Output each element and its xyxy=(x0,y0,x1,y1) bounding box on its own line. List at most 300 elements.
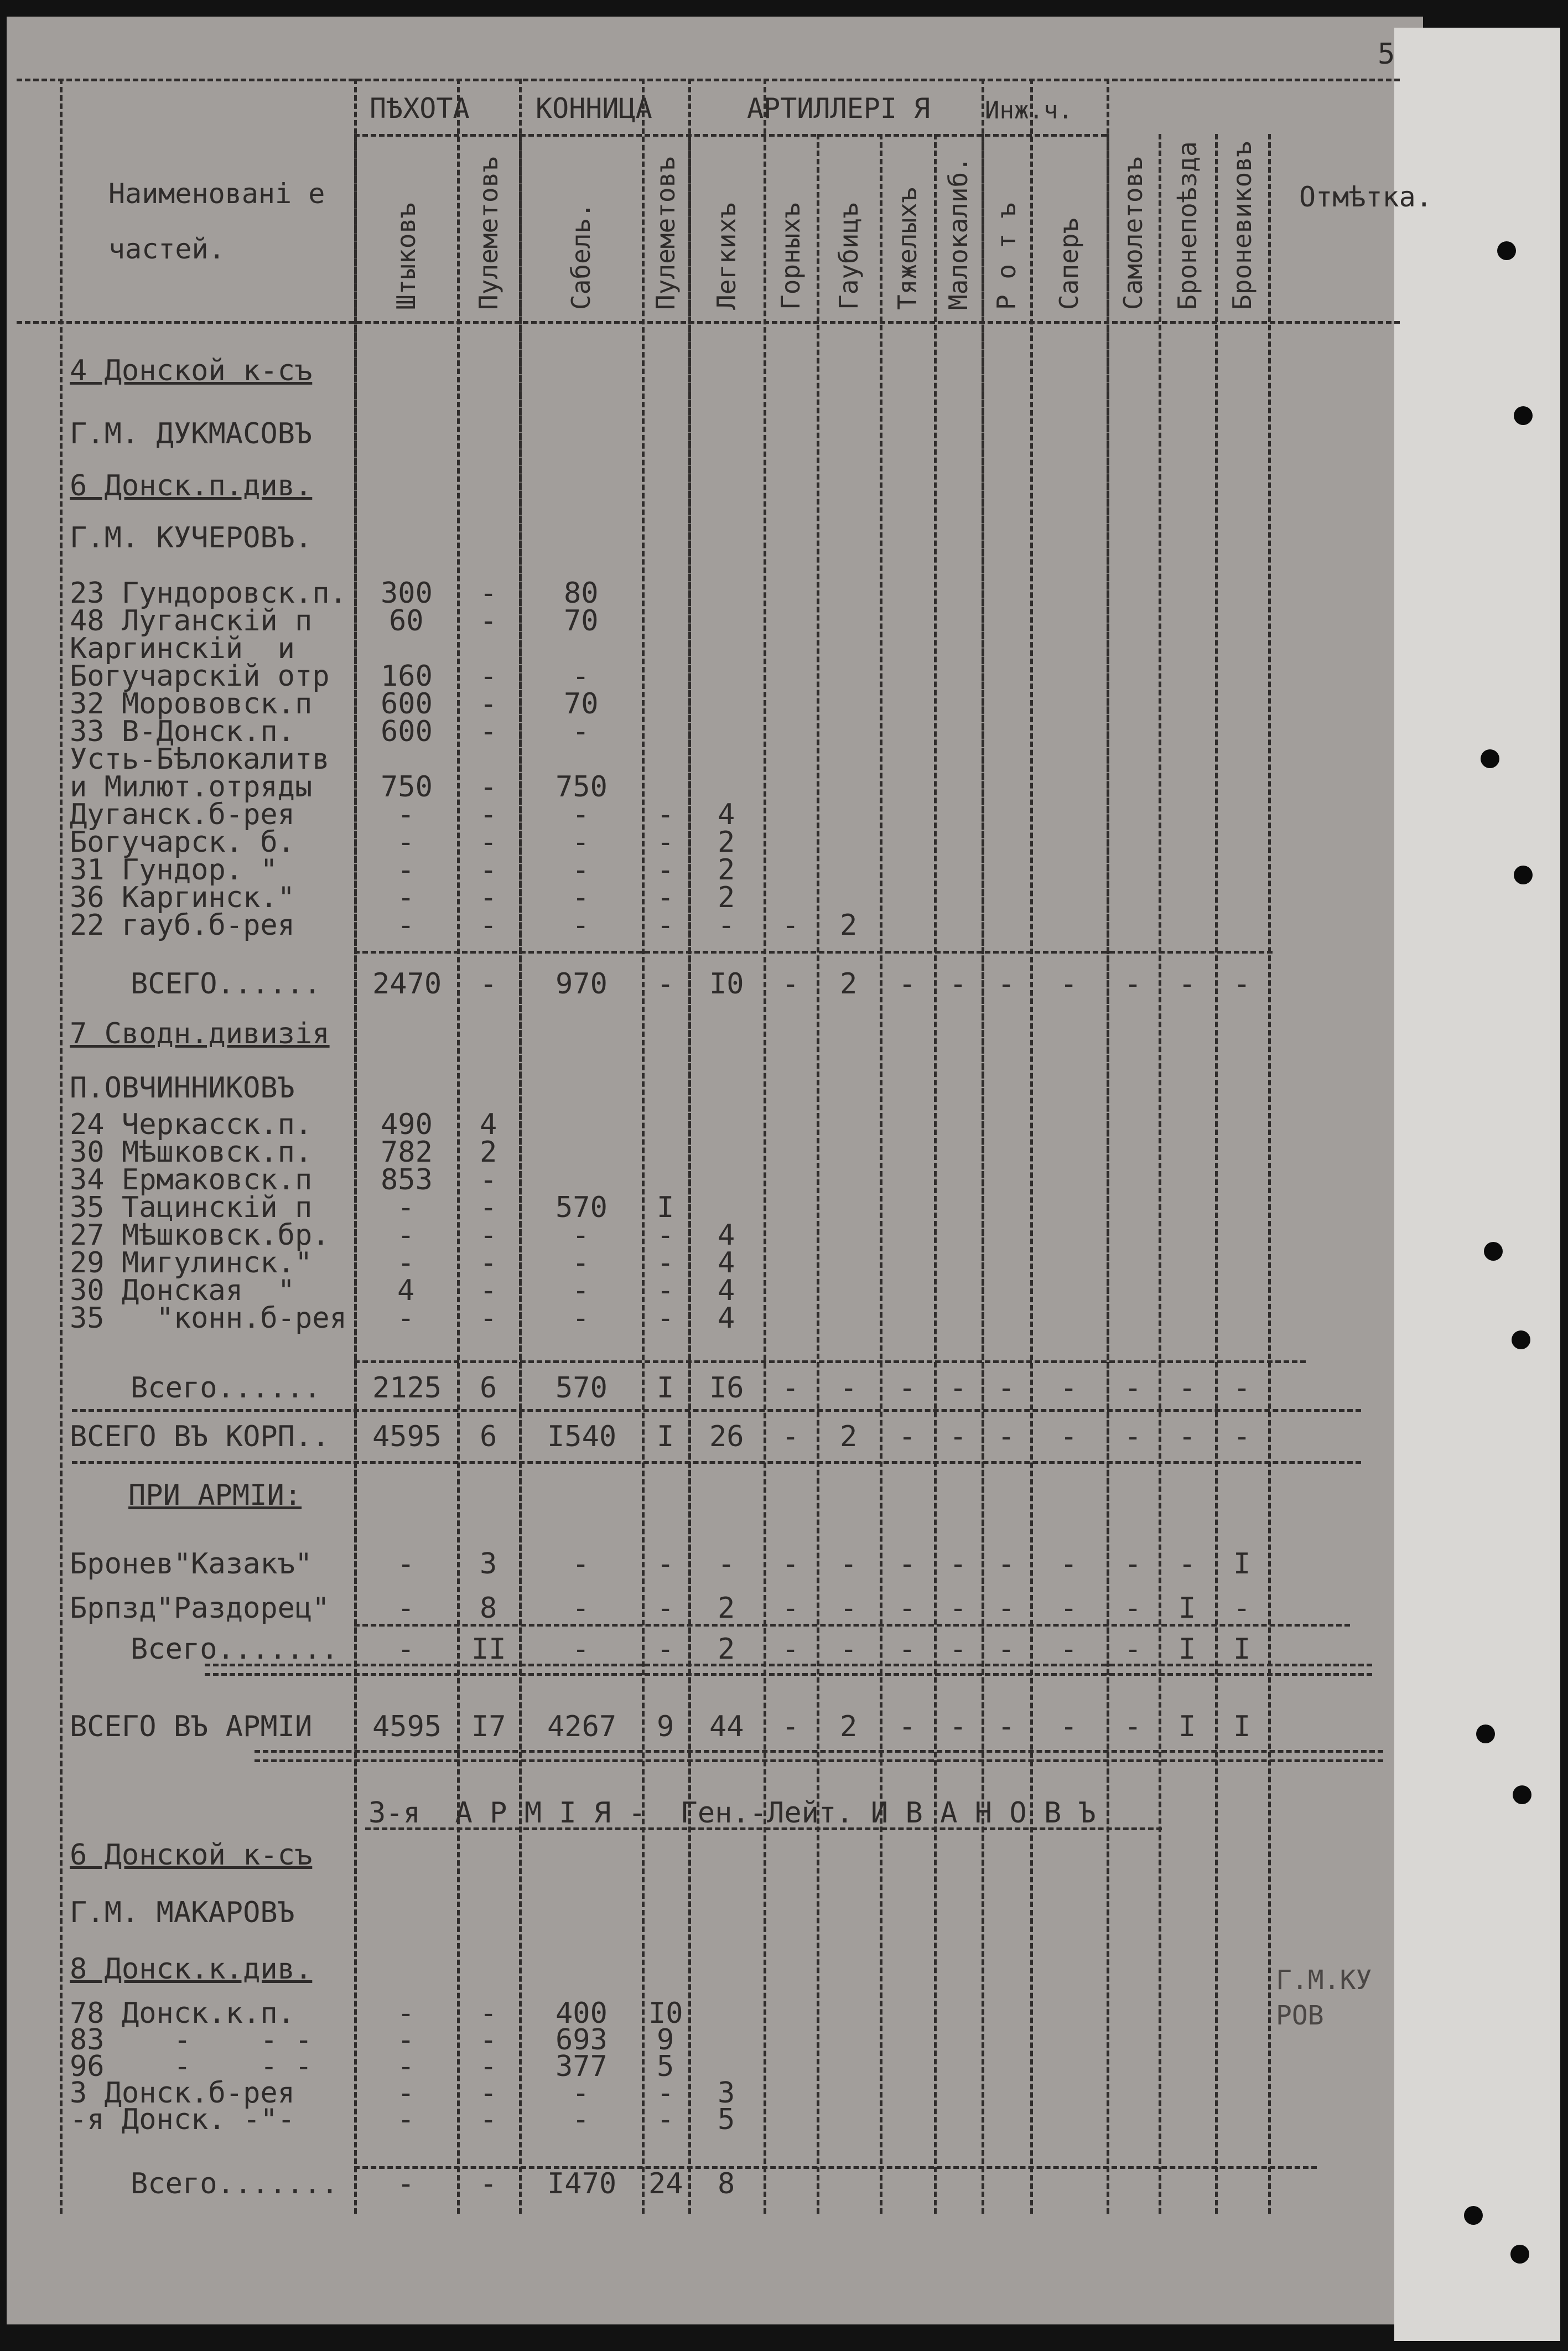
table-cell: I xyxy=(1233,1547,1251,1581)
table-cell: I6 xyxy=(709,1371,744,1405)
table-cell: - xyxy=(718,909,735,942)
table-cell: 600 xyxy=(381,715,433,748)
table-cell: 6 xyxy=(480,1420,497,1453)
column-rule xyxy=(688,79,691,2214)
table-cell: - xyxy=(572,1246,590,1280)
punch-hole xyxy=(1476,1725,1495,1743)
table-cell: 6 xyxy=(480,1371,497,1405)
table-cell: 4 xyxy=(480,1108,497,1141)
table-cell: - xyxy=(480,1246,497,1280)
group-header-engineers: Инж.ч. xyxy=(985,96,1073,125)
table-cell: - xyxy=(572,1302,590,1335)
table-cell: - xyxy=(397,1191,415,1224)
table-cell: - xyxy=(480,1163,497,1197)
table-cell: I xyxy=(657,1420,674,1453)
table-cell: - xyxy=(899,1371,916,1405)
column-header-3: Сабель. xyxy=(566,203,596,310)
table-cell: 9 xyxy=(657,2023,674,2057)
table-cell: - xyxy=(480,1219,497,1252)
column-header-2: Пулеметовъ xyxy=(474,157,503,310)
column-header-12: Самолетовъ xyxy=(1118,157,1148,310)
table-cell: - xyxy=(397,2167,415,2200)
table-cell: - xyxy=(480,2050,497,2083)
table-cell: 570 xyxy=(555,1371,608,1405)
table-cell: I xyxy=(1178,1633,1196,1666)
table-cell: - xyxy=(1233,967,1251,1001)
table-cell: - xyxy=(657,1219,674,1252)
commander-name: П.ОВЧИННИКОВЪ xyxy=(70,1071,295,1105)
table-cell: - xyxy=(397,1633,415,1666)
unit-name: 33 В-Донск.п. xyxy=(70,715,295,748)
commander-name: Г.М. КУЧЕРОВЪ. xyxy=(70,521,313,555)
table-cell: - xyxy=(572,826,590,859)
table-cell: - xyxy=(480,826,497,859)
table-cell: - xyxy=(1060,967,1078,1001)
table-cell: 24 xyxy=(648,2167,683,2200)
table-cell: I xyxy=(1233,1633,1251,1666)
table-cell: - xyxy=(1178,1547,1196,1581)
table-cell: I0 xyxy=(709,967,744,1001)
table-cell: - xyxy=(1060,1547,1078,1581)
unit-name: 83 - - - xyxy=(70,2023,313,2057)
table-cell: - xyxy=(718,1547,735,1581)
table-cell: - xyxy=(899,1710,916,1743)
unit-name: 35 "конн.б-рея xyxy=(70,1302,347,1335)
table-cell: - xyxy=(572,2076,590,2110)
unit-name: -я Донск. -"- xyxy=(70,2103,295,2136)
column-header-14: Броневиковъ xyxy=(1227,141,1257,310)
table-cell: - xyxy=(782,1633,799,1666)
column-rule xyxy=(60,79,63,2214)
unit-name: 96 - - - xyxy=(70,2050,313,2083)
binding-strip xyxy=(1394,28,1560,2341)
total-row-label: ВСЕГО...... xyxy=(131,967,321,1001)
unit-name: 30 Мѣшковск.п. xyxy=(70,1136,313,1169)
table-cell: - xyxy=(782,909,799,942)
table-cell: I xyxy=(1178,1592,1196,1625)
unit-name: 36 Каргинск." xyxy=(70,881,295,914)
commander-name: Г.М. МАКАРОВЪ xyxy=(70,1896,295,1929)
table-cell: 4 xyxy=(718,798,735,831)
table-cell: - xyxy=(899,1592,916,1625)
column-header-9: Малокалиб. xyxy=(943,157,973,310)
table-cell: - xyxy=(998,1633,1015,1666)
table-cell: - xyxy=(397,1246,415,1280)
table-cell: - xyxy=(397,2023,415,2057)
table-cell: 4595 xyxy=(372,1420,442,1453)
column-header-1: Штыковъ xyxy=(391,203,421,310)
table-cell: - xyxy=(572,660,590,693)
table-cell: 693 xyxy=(555,2023,608,2057)
column-header-13: Бронепоѣзда xyxy=(1172,141,1202,310)
table-cell: - xyxy=(657,853,674,887)
column-header-11: Саперъ xyxy=(1054,218,1084,310)
table-cell: - xyxy=(572,881,590,914)
table-cell: - xyxy=(397,826,415,859)
table-cell: - xyxy=(657,881,674,914)
table-cell: - xyxy=(840,1592,858,1625)
table-cell: 2125 xyxy=(372,1371,442,1405)
table-cell: - xyxy=(899,1420,916,1453)
section-title: 8 Донск.к.див. xyxy=(70,1953,313,1986)
table-cell: 600 xyxy=(381,687,433,721)
table-cell: - xyxy=(397,909,415,942)
table-cell: - xyxy=(572,853,590,887)
column-rule xyxy=(982,79,984,2214)
table-cell: I0 xyxy=(648,1997,683,2030)
punch-hole xyxy=(1464,2206,1483,2225)
total-row-label: ВСЕГО ВЪ АРМІИ xyxy=(70,1710,313,1743)
column-header-remark: Отмѣтка. xyxy=(1299,181,1432,213)
table-cell: - xyxy=(480,2167,497,2200)
column-rule xyxy=(642,79,645,2214)
table-cell: 400 xyxy=(555,1997,608,2030)
table-cell: - xyxy=(1124,1592,1142,1625)
table-cell: - xyxy=(480,881,497,914)
column-rule xyxy=(1107,79,1109,2214)
table-cell: II xyxy=(471,1633,506,1666)
table-cell: - xyxy=(782,1592,799,1625)
table-cell: 44 xyxy=(709,1710,744,1743)
table-cell: 377 xyxy=(555,2050,608,2083)
table-cell: 80 xyxy=(564,577,599,610)
punch-hole xyxy=(1484,1242,1503,1261)
column-rule xyxy=(880,134,882,2214)
unit-name: 31 Гундор. " xyxy=(70,853,278,887)
punch-hole xyxy=(1514,406,1533,425)
table-cell: - xyxy=(1178,1371,1196,1405)
table-cell: 4 xyxy=(718,1246,735,1280)
table-cell: - xyxy=(1124,967,1142,1001)
punch-hole xyxy=(1514,866,1533,884)
header-top-rule xyxy=(17,79,1400,81)
table-cell: - xyxy=(1124,1710,1142,1743)
table-cell: 2 xyxy=(718,1633,735,1666)
table-cell: - xyxy=(899,1633,916,1666)
table-cell: - xyxy=(998,1547,1015,1581)
unit-name: 23 Гундоровск.п. xyxy=(70,577,347,610)
table-cell: - xyxy=(949,1420,967,1453)
unit-name: Брпзд"Раздорец" xyxy=(70,1592,330,1625)
table-cell: - xyxy=(782,1710,799,1743)
column-rule xyxy=(354,79,357,2214)
table-cell: 2 xyxy=(718,853,735,887)
section-title: ПРИ АРМІИ: xyxy=(128,1479,302,1512)
table-cell: - xyxy=(782,967,799,1001)
table-cell: - xyxy=(397,2103,415,2136)
column-rule xyxy=(817,134,819,2214)
unit-name: Бронев"Казакъ" xyxy=(70,1547,313,1581)
army-3-banner: 3-я А Р М І Я - Ген.-Лейт. И В А Н О В Ъ xyxy=(368,1796,1096,1830)
table-cell: I xyxy=(657,1191,674,1224)
page-number: 5 xyxy=(1378,38,1395,71)
unit-name: 78 Донск.к.п. xyxy=(70,1997,295,2030)
table-cell: - xyxy=(397,853,415,887)
remark-note: Г.М.КУ РОВ xyxy=(1276,1965,1372,2031)
table-cell: - xyxy=(397,1547,415,1581)
column-rule xyxy=(1268,134,1271,2214)
table-cell: 26 xyxy=(709,1420,744,1453)
table-cell: 2 xyxy=(480,1136,497,1169)
table-cell: 70 xyxy=(564,604,599,638)
section-title: 6 Донск.п.див. xyxy=(70,469,313,503)
column-rule xyxy=(457,79,460,2214)
punch-hole xyxy=(1497,241,1516,260)
table-cell: - xyxy=(572,1592,590,1625)
unit-name: 22 гауб.б-рея xyxy=(70,909,295,942)
table-cell: - xyxy=(998,1371,1015,1405)
table-cell: - xyxy=(572,1633,590,1666)
table-cell: - xyxy=(1060,1420,1078,1453)
table-cell: 4 xyxy=(718,1302,735,1335)
column-rule xyxy=(934,134,937,2214)
table-cell: - xyxy=(657,1302,674,1335)
section-title: 6 Донской к-съ xyxy=(70,1839,313,1872)
table-cell: - xyxy=(899,1547,916,1581)
table-cell: - xyxy=(397,1219,415,1252)
table-cell: I xyxy=(1233,1710,1251,1743)
punch-hole xyxy=(1512,1330,1530,1349)
table-cell: - xyxy=(657,967,674,1001)
table-cell: - xyxy=(480,853,497,887)
table-cell: - xyxy=(1233,1420,1251,1453)
table-cell: 4 xyxy=(718,1219,735,1252)
total-rule xyxy=(354,2166,1317,2169)
total-rule xyxy=(354,1360,1306,1363)
table-cell: - xyxy=(397,2076,415,2110)
table-cell: I540 xyxy=(547,1420,617,1453)
table-cell: - xyxy=(480,798,497,831)
table-cell: - xyxy=(1124,1547,1142,1581)
unit-name: Богучарскій отр xyxy=(70,660,330,693)
table-cell: - xyxy=(572,715,590,748)
table-cell: - xyxy=(572,1274,590,1307)
table-cell: I xyxy=(657,1371,674,1405)
total-row-label: Всего....... xyxy=(131,2167,339,2200)
punch-hole xyxy=(1513,1785,1531,1804)
total-row-label: Всего...... xyxy=(131,1371,321,1405)
unit-name: 35 Тацинскій п xyxy=(70,1191,313,1224)
table-cell: - xyxy=(657,1274,674,1307)
table-cell: - xyxy=(480,604,497,638)
table-cell: - xyxy=(657,1246,674,1280)
unit-name: 3 Донск.б-рея xyxy=(70,2076,295,2110)
table-cell: - xyxy=(840,1371,858,1405)
table-cell: 2 xyxy=(718,1592,735,1625)
table-cell: - xyxy=(572,798,590,831)
table-cell: - xyxy=(1060,1710,1078,1743)
table-cell: - xyxy=(480,687,497,721)
table-cell: - xyxy=(480,715,497,748)
table-cell: - xyxy=(397,798,415,831)
table-cell: - xyxy=(480,909,497,942)
unit-name: Усть-Бѣлокалитв xyxy=(70,743,330,776)
table-cell: - xyxy=(657,1592,674,1625)
column-rule xyxy=(1159,134,1161,2214)
table-cell: 2 xyxy=(840,909,858,942)
table-cell: - xyxy=(949,1592,967,1625)
table-cell: - xyxy=(1060,1633,1078,1666)
table-cell: - xyxy=(998,1710,1015,1743)
table-cell: - xyxy=(949,1633,967,1666)
commander-name: Г.М. ДУКМАСОВЪ xyxy=(70,417,313,450)
column-rule xyxy=(764,79,766,2214)
table-cell: 300 xyxy=(381,577,433,610)
table-cell: - xyxy=(1060,1592,1078,1625)
table-cell: - xyxy=(1233,1371,1251,1405)
section-title: 7 Сводн.дивизія xyxy=(70,1017,330,1050)
table-cell: 2 xyxy=(840,967,858,1001)
section-title: 4 Донской к-съ xyxy=(70,354,313,387)
table-cell: - xyxy=(949,1371,967,1405)
table-cell: 4 xyxy=(397,1274,415,1307)
table-cell: - xyxy=(480,1302,497,1335)
table-cell: - xyxy=(657,798,674,831)
table-cell: - xyxy=(480,2076,497,2110)
column-header-10: Р о т ъ xyxy=(991,203,1021,310)
table-cell: - xyxy=(480,2103,497,2136)
table-cell: - xyxy=(397,1302,415,1335)
total-row-label: Всего....... xyxy=(131,1633,339,1666)
unit-name: Дуганск.б-рея xyxy=(70,798,295,831)
table-cell: 160 xyxy=(381,660,433,693)
group-header-artillery: АРТИЛЛЕРІ Я xyxy=(747,92,931,125)
column-header-unit-name: Наименовані е частей. xyxy=(108,178,325,265)
total-row-label: ВСЕГО ВЪ КОРП.. xyxy=(70,1420,330,1453)
table-cell: 4267 xyxy=(547,1710,617,1743)
unit-name: Богучарск. б. xyxy=(70,826,295,859)
table-cell: 2 xyxy=(718,826,735,859)
double-total-rule xyxy=(255,1750,1383,1762)
table-cell: - xyxy=(397,881,415,914)
table-cell: - xyxy=(899,967,916,1001)
table-cell: - xyxy=(397,1997,415,2030)
table-cell: - xyxy=(480,1997,497,2030)
table-cell: - xyxy=(657,1547,674,1581)
table-cell: 3 xyxy=(718,2076,735,2110)
column-header-5: Легкихъ xyxy=(712,203,741,310)
table-cell: - xyxy=(998,967,1015,1001)
table-cell: - xyxy=(572,909,590,942)
table-cell: - xyxy=(480,2023,497,2057)
table-cell: 750 xyxy=(381,770,433,804)
table-cell: - xyxy=(480,1274,497,1307)
group-header-rule xyxy=(354,134,1107,137)
unit-name: и Милют.отряды xyxy=(70,770,313,804)
table-cell: - xyxy=(1124,1633,1142,1666)
table-cell: - xyxy=(949,1547,967,1581)
table-cell: I7 xyxy=(471,1710,506,1743)
unit-name: 27 Мѣшковск.бр. xyxy=(70,1219,330,1252)
group-header-infantry: ПѢХОТА xyxy=(370,92,470,125)
table-cell: 8 xyxy=(718,2167,735,2200)
table-cell: - xyxy=(657,826,674,859)
table-cell: - xyxy=(1178,967,1196,1001)
table-cell: 3 xyxy=(480,1547,497,1581)
table-cell: - xyxy=(480,1191,497,1224)
total-rule xyxy=(354,951,1273,954)
table-cell: 4595 xyxy=(372,1710,442,1743)
table-cell: - xyxy=(657,1633,674,1666)
table-cell: - xyxy=(782,1371,799,1405)
table-cell: - xyxy=(572,2103,590,2136)
table-cell: 2 xyxy=(718,881,735,914)
punch-hole xyxy=(1481,749,1499,768)
group-header-cavalry: КОННИЦА xyxy=(536,92,652,125)
table-cell: - xyxy=(949,1710,967,1743)
punch-hole xyxy=(1510,2245,1529,2264)
column-rule xyxy=(1030,79,1033,2214)
table-cell: 4 xyxy=(718,1274,735,1307)
table-cell: - xyxy=(657,909,674,942)
column-header-7: Гаубицъ xyxy=(834,203,864,310)
total-rule xyxy=(72,1409,1361,1412)
table-cell: - xyxy=(1060,1371,1078,1405)
table-cell: - xyxy=(1178,1420,1196,1453)
table-cell: - xyxy=(480,770,497,804)
table-cell: 5 xyxy=(718,2103,735,2136)
column-header-6: Горныхъ xyxy=(776,203,806,310)
table-cell: 9 xyxy=(657,1710,674,1743)
table-cell: - xyxy=(1233,1592,1251,1625)
table-cell: - xyxy=(657,2103,674,2136)
table-cell: 70 xyxy=(564,687,599,721)
table-cell: 2 xyxy=(840,1710,858,1743)
table-cell: 782 xyxy=(381,1136,433,1169)
table-cell: - xyxy=(397,1592,415,1625)
unit-name: 29 Мигулинск." xyxy=(70,1246,313,1280)
column-rule xyxy=(1215,134,1218,2214)
table-cell: - xyxy=(949,967,967,1001)
unit-name: Каргинскій и xyxy=(70,632,295,665)
header-bottom-rule xyxy=(17,321,1400,324)
table-cell: - xyxy=(998,1592,1015,1625)
column-header-4: Пулеметовъ xyxy=(651,157,681,310)
table-cell: 2 xyxy=(840,1420,858,1453)
unit-name: 32 Морововск.п xyxy=(70,687,313,721)
table-cell: 60 xyxy=(389,604,424,638)
table-cell: 570 xyxy=(555,1191,608,1224)
table-cell: - xyxy=(840,1633,858,1666)
table-cell: I xyxy=(1178,1710,1196,1743)
table-cell: - xyxy=(998,1420,1015,1453)
column-header-8: Тяжелыхъ xyxy=(892,187,922,310)
table-cell: - xyxy=(480,577,497,610)
table-cell: 5 xyxy=(657,2050,674,2083)
unit-name: 34 Ермаковск.п xyxy=(70,1163,313,1197)
table-cell: - xyxy=(480,660,497,693)
table-cell: - xyxy=(1124,1371,1142,1405)
table-cell: 2470 xyxy=(372,967,442,1001)
table-cell: - xyxy=(840,1547,858,1581)
table-cell: - xyxy=(572,1547,590,1581)
total-rule xyxy=(72,1461,1361,1464)
table-cell: - xyxy=(1124,1420,1142,1453)
table-cell: - xyxy=(572,1219,590,1252)
table-cell: 8 xyxy=(480,1592,497,1625)
unit-name: 48 Луганскій п xyxy=(70,604,313,638)
table-cell: 853 xyxy=(381,1163,433,1197)
table-cell: 490 xyxy=(381,1108,433,1141)
table-cell: 750 xyxy=(555,770,608,804)
table-cell: 970 xyxy=(555,967,608,1001)
table-cell: I470 xyxy=(547,2167,617,2200)
table-cell: - xyxy=(782,1420,799,1453)
column-rule xyxy=(519,79,522,2214)
table-cell: - xyxy=(782,1547,799,1581)
table-cell: - xyxy=(397,2050,415,2083)
table-cell: - xyxy=(657,2076,674,2110)
